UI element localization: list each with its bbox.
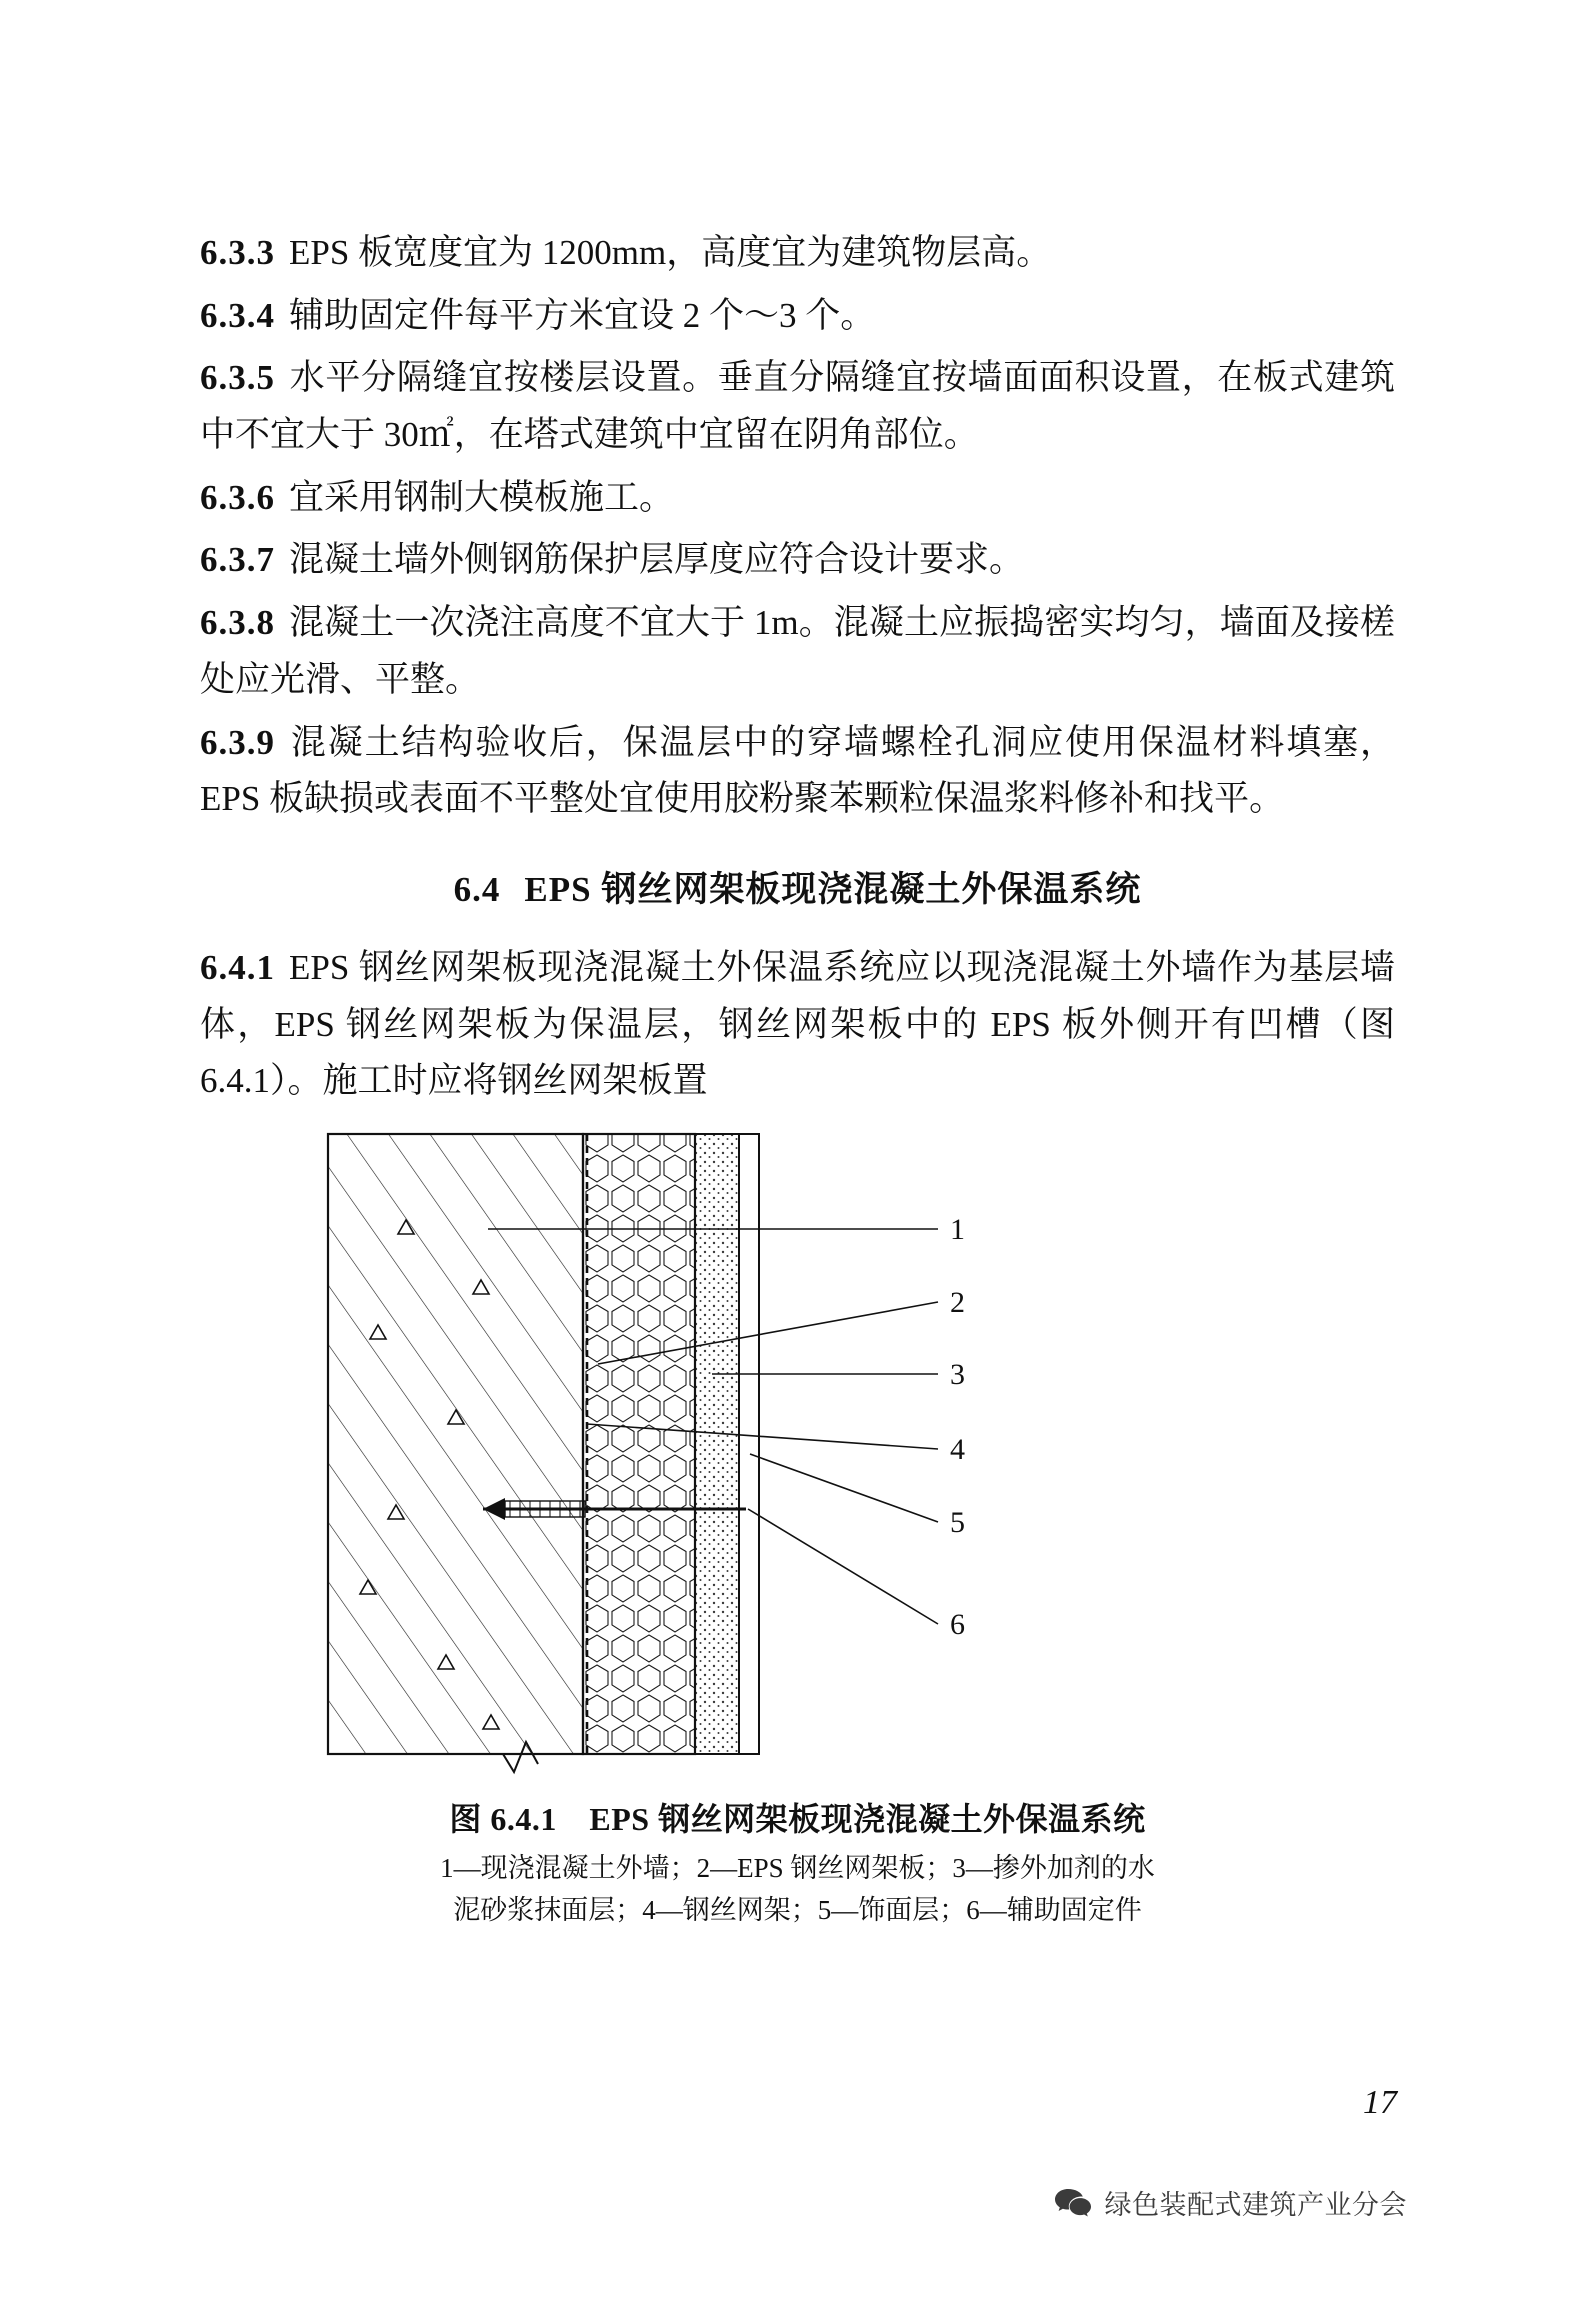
clause-6-3-5	[200, 350, 1395, 463]
callout-5: 5	[949, 1505, 965, 1539]
layer-concrete-wall	[328, 1134, 583, 1754]
page-number: 17	[1363, 2084, 1397, 2121]
section-title: EPS 钢丝网架板现浇混凝土外保温系统	[524, 869, 1142, 909]
clause-6-3-7	[200, 532, 1395, 589]
clause-text: 混凝土一次浇注高度不宜大于 1m。混凝土应振捣密实均匀，墙面及接槎处应光滑、平整。	[200, 603, 1395, 699]
footer-brand	[1053, 2183, 1408, 2222]
callout-labels	[950, 1213, 965, 1641]
figure-legend-line-2: 泥砂浆抹面层；4—钢丝网架；5—饰面层；6—辅助固定件	[453, 1894, 1142, 1925]
clause-6-3-3	[200, 225, 1395, 282]
clause-6-3-9	[200, 715, 1395, 828]
wall-section-diagram	[298, 1124, 1298, 1784]
figure-6-4-1	[200, 1124, 1395, 1784]
clause-number: 6.3.3	[200, 233, 275, 272]
footer-brand-text: 绿色装配式建筑产业分会	[1104, 2190, 1407, 2220]
figure-legend-line-1: 1—现浇混凝土外墙；2—EPS 钢丝网架板；3—掺外加剂的水	[440, 1852, 1155, 1883]
clause-number: 6.3.9	[200, 722, 275, 762]
clause-text: 混凝土结构验收后，保温层中的穿墙螺栓孔洞应使用保温材料填塞，EPS 板缺损或表面不平整处宜使用胶粉聚苯颗粒保温浆料修补和找平。	[200, 722, 1395, 819]
clause-text: EPS 钢丝网架板现浇混凝土外保温系统应以现浇混凝土外墙作为基层墙体，EPS 钢丝网架板为保温层，钢丝网架板中的 EPS 板外侧开有凹槽（图 6.4.1）。施工时应将钢丝网架板置	[200, 947, 1395, 1101]
page-content	[200, 225, 1395, 1932]
wechat-icon	[1053, 2186, 1093, 2220]
clause-text: 辅助固定件每平方米宜设 2 个～3 个。	[289, 295, 876, 335]
section-heading	[200, 862, 1395, 912]
clause-6-3-8	[200, 595, 1395, 708]
clause-text: 混凝土墙外侧钢筋保护层厚度应符合设计要求。	[289, 540, 1025, 580]
clause-text: 水平分隔缝宜按楼层设置。垂直分隔缝宜按墙面面积设置，在板式建筑中不宜大于 30㎡，在塔式建筑中宜留在阴角部位。	[200, 358, 1395, 455]
clause-text: 宜采用钢制大模板施工。	[289, 477, 675, 517]
clause-number: 6.3.5	[200, 358, 275, 398]
figure-title: 图 6.4.1 EPS 钢丝网架板现浇混凝土外保温系统	[449, 1800, 1146, 1837]
clause-text: EPS 板宽度宜为 1200mm，高度宜为建筑物层高。	[289, 233, 1052, 272]
clause-number: 6.3.8	[200, 603, 275, 643]
clause-number: 6.3.7	[200, 540, 275, 580]
callout-1: 1	[949, 1212, 965, 1246]
clause-number: 6.3.4	[200, 295, 275, 335]
section-number: 6.4	[453, 869, 501, 909]
clause-number: 6.3.6	[200, 477, 275, 517]
callout-4: 4	[949, 1432, 965, 1466]
clause-number: 6.4.1	[200, 947, 275, 987]
clause-6-3-4	[200, 288, 1395, 345]
layer-finish-coat	[739, 1134, 759, 1754]
figure-legend	[200, 1848, 1395, 1932]
clause-6-4-1	[200, 940, 1395, 1110]
layer-eps-mesh-board	[583, 1134, 695, 1754]
callout-3: 3	[949, 1357, 965, 1391]
callout-2: 2	[949, 1285, 965, 1319]
clause-6-3-6	[200, 470, 1395, 527]
callout-6: 6	[949, 1607, 965, 1641]
layer-mortar-render	[695, 1134, 739, 1754]
